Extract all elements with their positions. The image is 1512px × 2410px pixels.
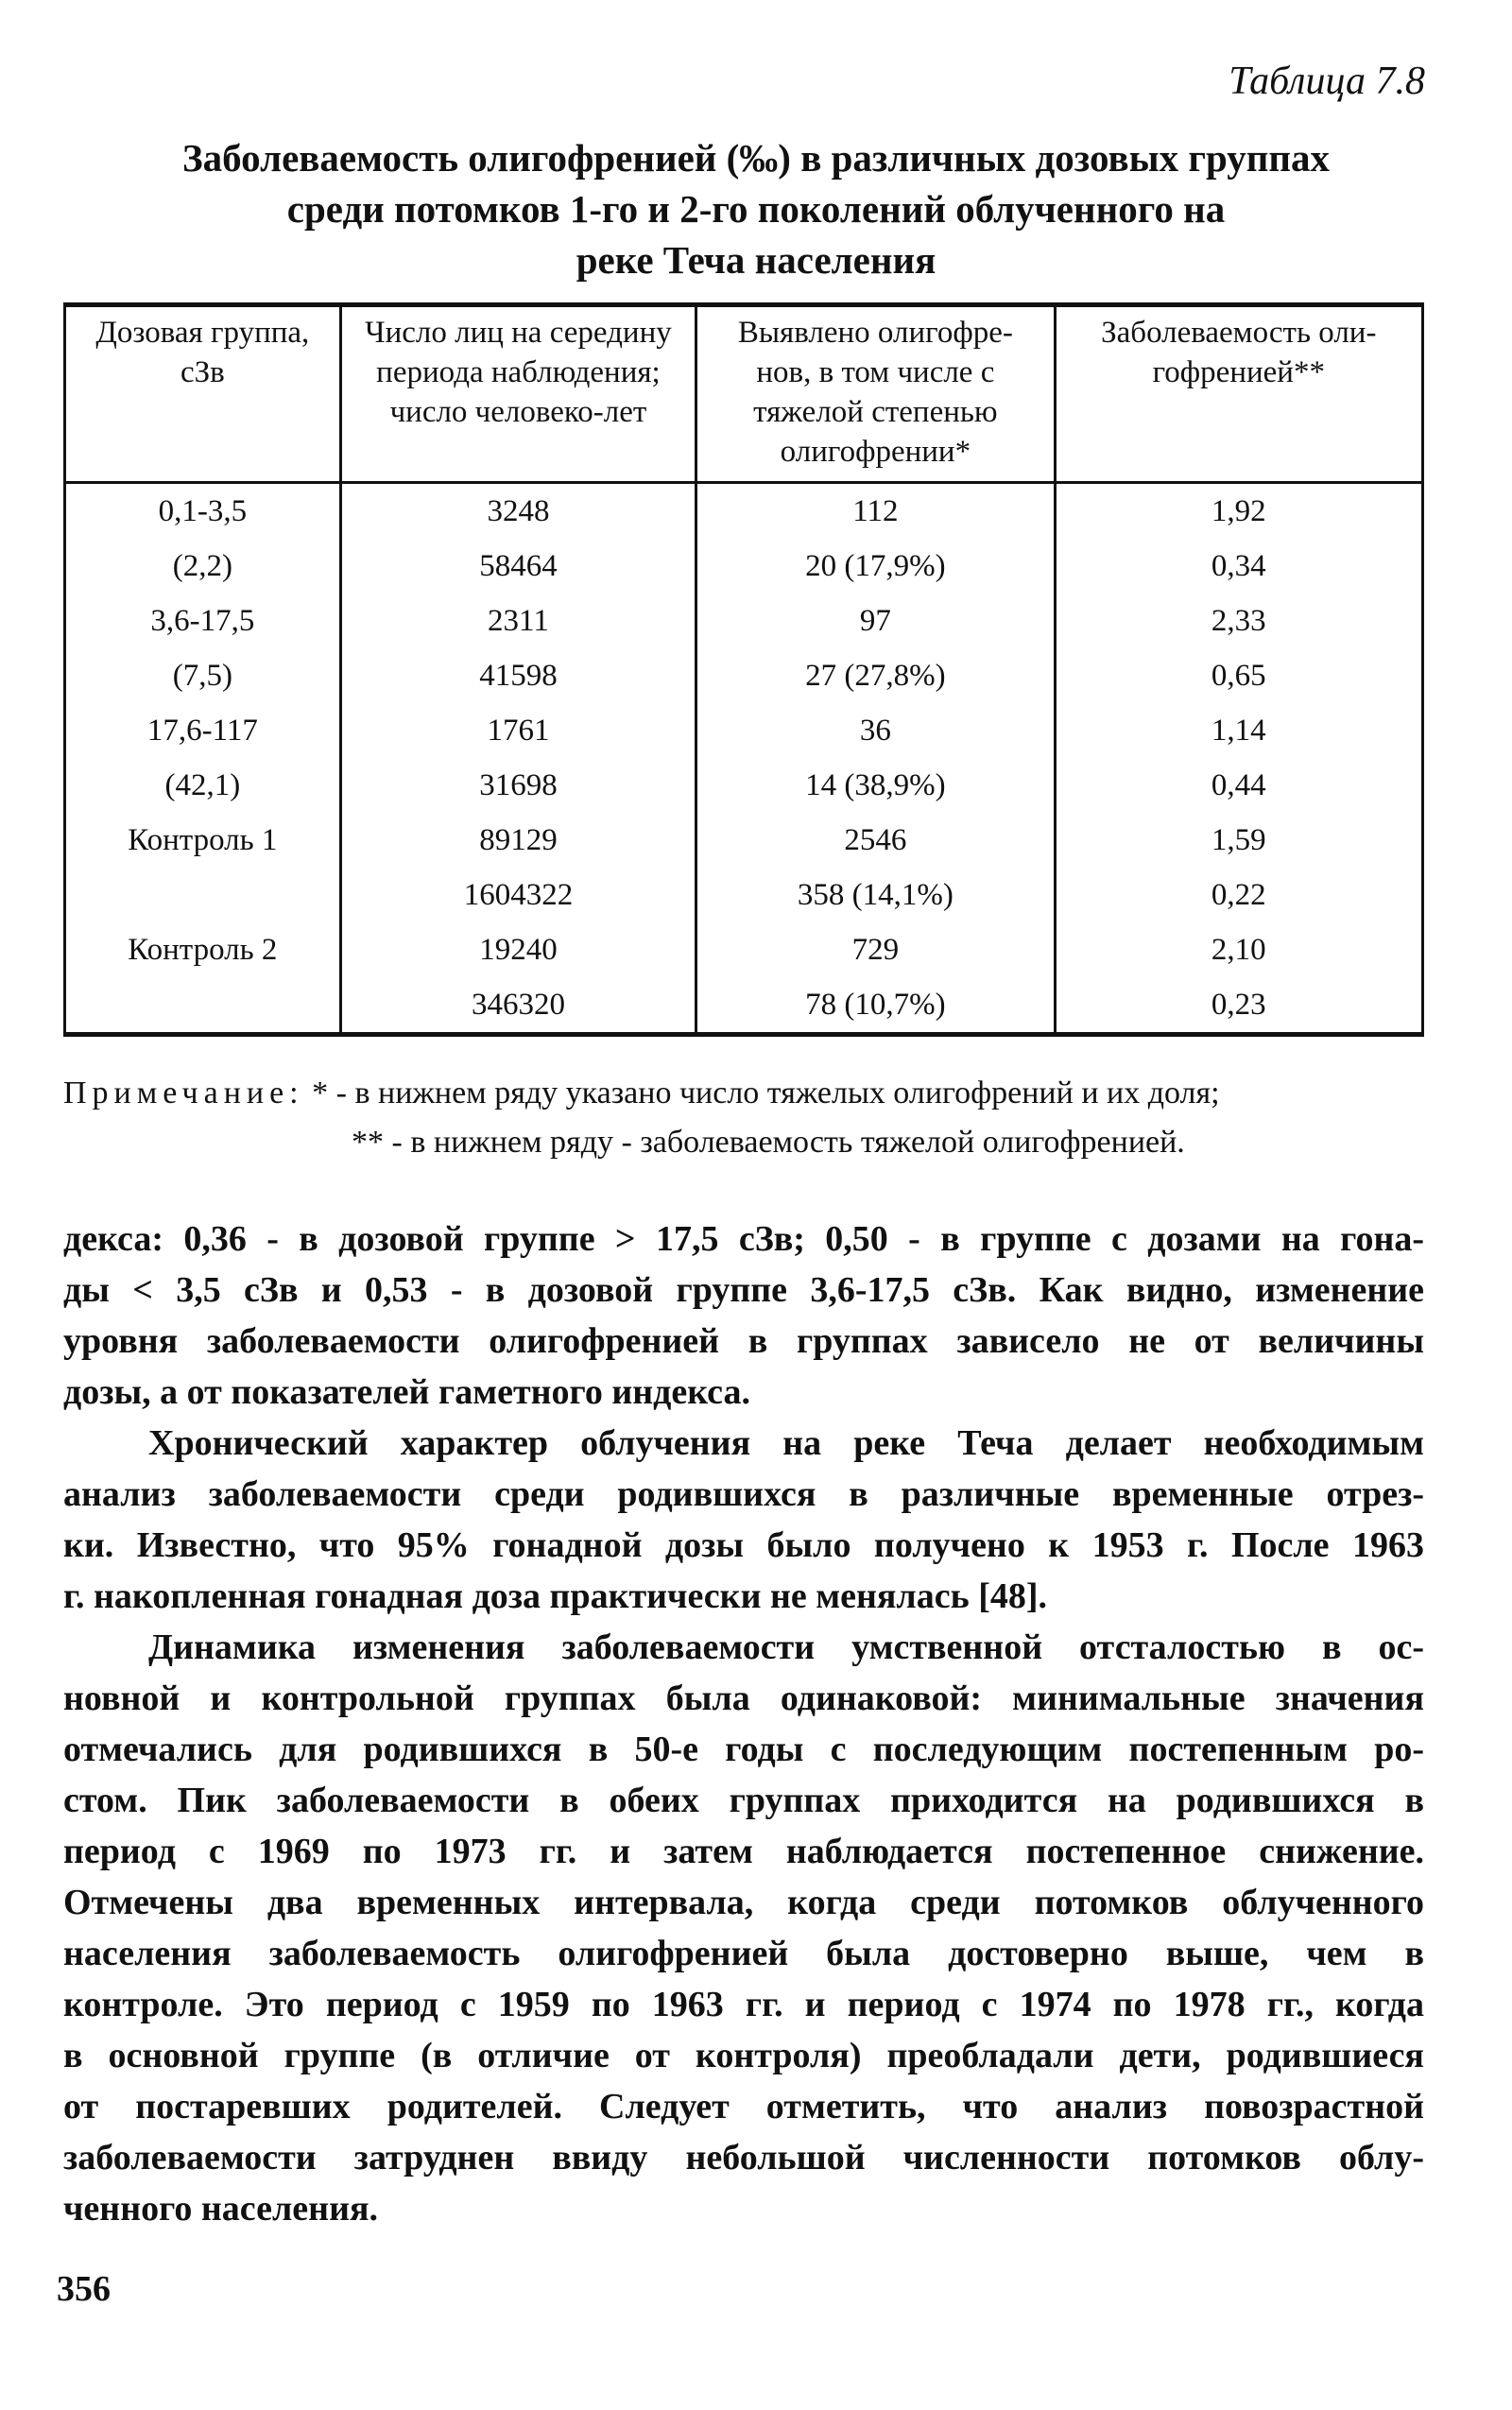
text-line: контроле. Это период с 1959 по 1963 гг. и период с 1974 по 1978 гг., когда [63, 1985, 1424, 2024]
text-line: отмечались для родившихся в 50-е годы с последующим постепенным ро- [63, 1730, 1424, 1769]
table-cell: 1604322 [340, 868, 696, 922]
table-cell: 2311 [340, 594, 696, 648]
table-cell: 2,33 [1055, 594, 1422, 648]
column-header [696, 305, 1055, 483]
table-header-row [65, 305, 1423, 483]
table-cell [65, 977, 341, 1035]
table-cell: 78 (10,7%) [696, 977, 1055, 1035]
header-line: олигофрении* [780, 435, 971, 469]
table-label: Таблица 7.8 [1228, 60, 1425, 103]
header-line: сЗв [180, 355, 225, 389]
data-table [63, 302, 1424, 1037]
header-line: Выявлено олигофре- [737, 316, 1013, 350]
table-cell: Контроль 2 [65, 922, 341, 977]
table-cell: 27 (27,8%) [696, 648, 1055, 703]
column-header [1055, 305, 1422, 483]
table-row [65, 922, 1423, 977]
table-cell: 2546 [696, 813, 1055, 868]
column-header [65, 305, 341, 483]
table-row [65, 977, 1423, 1035]
table-note-1 [63, 1070, 1220, 1117]
table-cell: 0,1-3,5 [65, 483, 341, 540]
table-cell: 41598 [340, 648, 696, 703]
header-line: периода наблюдения; [376, 355, 661, 389]
text-line: дозы, а от показателей гаметного индекса. [63, 1372, 750, 1412]
table-cell: 1,14 [1055, 703, 1422, 758]
table-row [65, 813, 1423, 868]
text-line: новной и контрольной группах была одинаковой: минимальные значения [63, 1678, 1424, 1718]
table-cell: (7,5) [65, 648, 341, 703]
column-header [340, 305, 696, 483]
table-row [65, 868, 1423, 922]
text-line: г. накопленная гонадная доза практически не менялась [48]. [63, 1576, 1048, 1616]
text-line: Хронический характер облучения на реке Теча делает необходимым [148, 1423, 1424, 1463]
text-line: анализ заболеваемости среди родившихся в различные временные отрез- [63, 1474, 1424, 1514]
table-cell: 20 (17,9%) [696, 539, 1055, 594]
table-cell: 3,6-17,5 [65, 594, 341, 648]
table-row [65, 648, 1423, 703]
text-line: декса: 0,36 - в дозовой группе > 17,5 сЗв; 0,50 - в группе с дозами на гона- [63, 1219, 1424, 1259]
body-text [63, 1214, 1424, 2234]
table-cell: 19240 [340, 922, 696, 977]
text-line: ки. Известно, что 95% гонадной дозы было получено к 1953 г. После 1963 [63, 1525, 1424, 1565]
paragraph [63, 1214, 1424, 1418]
table-row [65, 539, 1423, 594]
title-line: Заболеваемость олигофренией (‰) в различных дозовых группах [182, 136, 1330, 180]
header-line: тяжелой степенью [753, 395, 998, 429]
table-cell: 112 [696, 483, 1055, 540]
table-cell: Контроль 1 [65, 813, 341, 868]
title-line: среди потомков 1-го и 2-го поколений облученного на [286, 187, 1226, 231]
header-line: гофренией** [1152, 355, 1325, 389]
text-line: Отмечены два временных интервала, когда среди потомков облученного [63, 1883, 1424, 1922]
note-label: Примечание: [63, 1076, 304, 1110]
table-cell: 0,23 [1055, 977, 1422, 1035]
text-line: уровня заболеваемости олигофренией в группах зависело не от величины [63, 1321, 1424, 1361]
table-cell: 0,34 [1055, 539, 1422, 594]
table-cell: 36 [696, 703, 1055, 758]
table-cell: 14 (38,9%) [696, 758, 1055, 813]
table-cell: 97 [696, 594, 1055, 648]
table-cell: 17,6-117 [65, 703, 341, 758]
text-line: населения заболеваемость олигофренией была достоверно выше, чем в [63, 1934, 1424, 1973]
table-cell: 31698 [340, 758, 696, 813]
table-cell: (2,2) [65, 539, 341, 594]
text-line: период с 1969 по 1973 гг. и затем наблюдается постепенное снижение. [63, 1832, 1424, 1871]
table-cell: 0,65 [1055, 648, 1422, 703]
text-line: от постаревших родителей. Следует отметить, что анализ повозрастной [63, 2087, 1424, 2126]
text-line: Динамика изменения заболеваемости умственной отсталостью в ос- [148, 1627, 1424, 1667]
table-cell: 3248 [340, 483, 696, 540]
header-line: Дозовая группа, [95, 316, 310, 350]
table-row [65, 703, 1423, 758]
note-line-1: * - в нижнем ряду указано число тяжелых олигофрений и их доля; [303, 1076, 1220, 1110]
table-row [65, 483, 1423, 540]
paragraph [63, 1622, 1424, 2234]
table-cell: 1761 [340, 703, 696, 758]
table-row [65, 594, 1423, 648]
title-line: реке Теча населения [576, 238, 936, 282]
table-row [65, 758, 1423, 813]
header-line: нов, в том числе с [756, 355, 995, 389]
text-line: заболеваемости затруднен ввиду небольшой численности потомков облу- [63, 2138, 1424, 2178]
table-cell: 729 [696, 922, 1055, 977]
paragraph [63, 1418, 1424, 1622]
header-line: Число лиц на середину [365, 316, 672, 350]
page-number: 356 [57, 2269, 111, 2309]
table-cell: 346320 [340, 977, 696, 1035]
header-line: Заболеваемость оли- [1101, 316, 1377, 350]
text-line: ды < 3,5 сЗв и 0,53 - в дозовой группе 3,6-17,5 сЗв. Как видно, изменение [63, 1270, 1424, 1310]
text-line: ченного населения. [63, 2189, 379, 2229]
table-cell: (42,1) [65, 758, 341, 813]
table-cell: 2,10 [1055, 922, 1422, 977]
table-cell: 0,22 [1055, 868, 1422, 922]
table-title [57, 132, 1455, 285]
text-line: стом. Пик заболеваемости в обеих группах приходится на родившихся в [63, 1781, 1424, 1820]
table-cell: 0,44 [1055, 758, 1422, 813]
text-line: в основной группе (в отличие от контроля) преобладали дети, родившиеся [63, 2036, 1424, 2075]
table-note-2: ** - в нижнем ряду - заболеваемость тяжелой олигофренией. [352, 1125, 1185, 1160]
table-cell [65, 868, 341, 922]
table-cell: 358 (14,1%) [696, 868, 1055, 922]
table-cell: 58464 [340, 539, 696, 594]
table-cell: 1,59 [1055, 813, 1422, 868]
table-cell: 89129 [340, 813, 696, 868]
header-line: число человеко-лет [389, 395, 647, 429]
table-cell: 1,92 [1055, 483, 1422, 540]
